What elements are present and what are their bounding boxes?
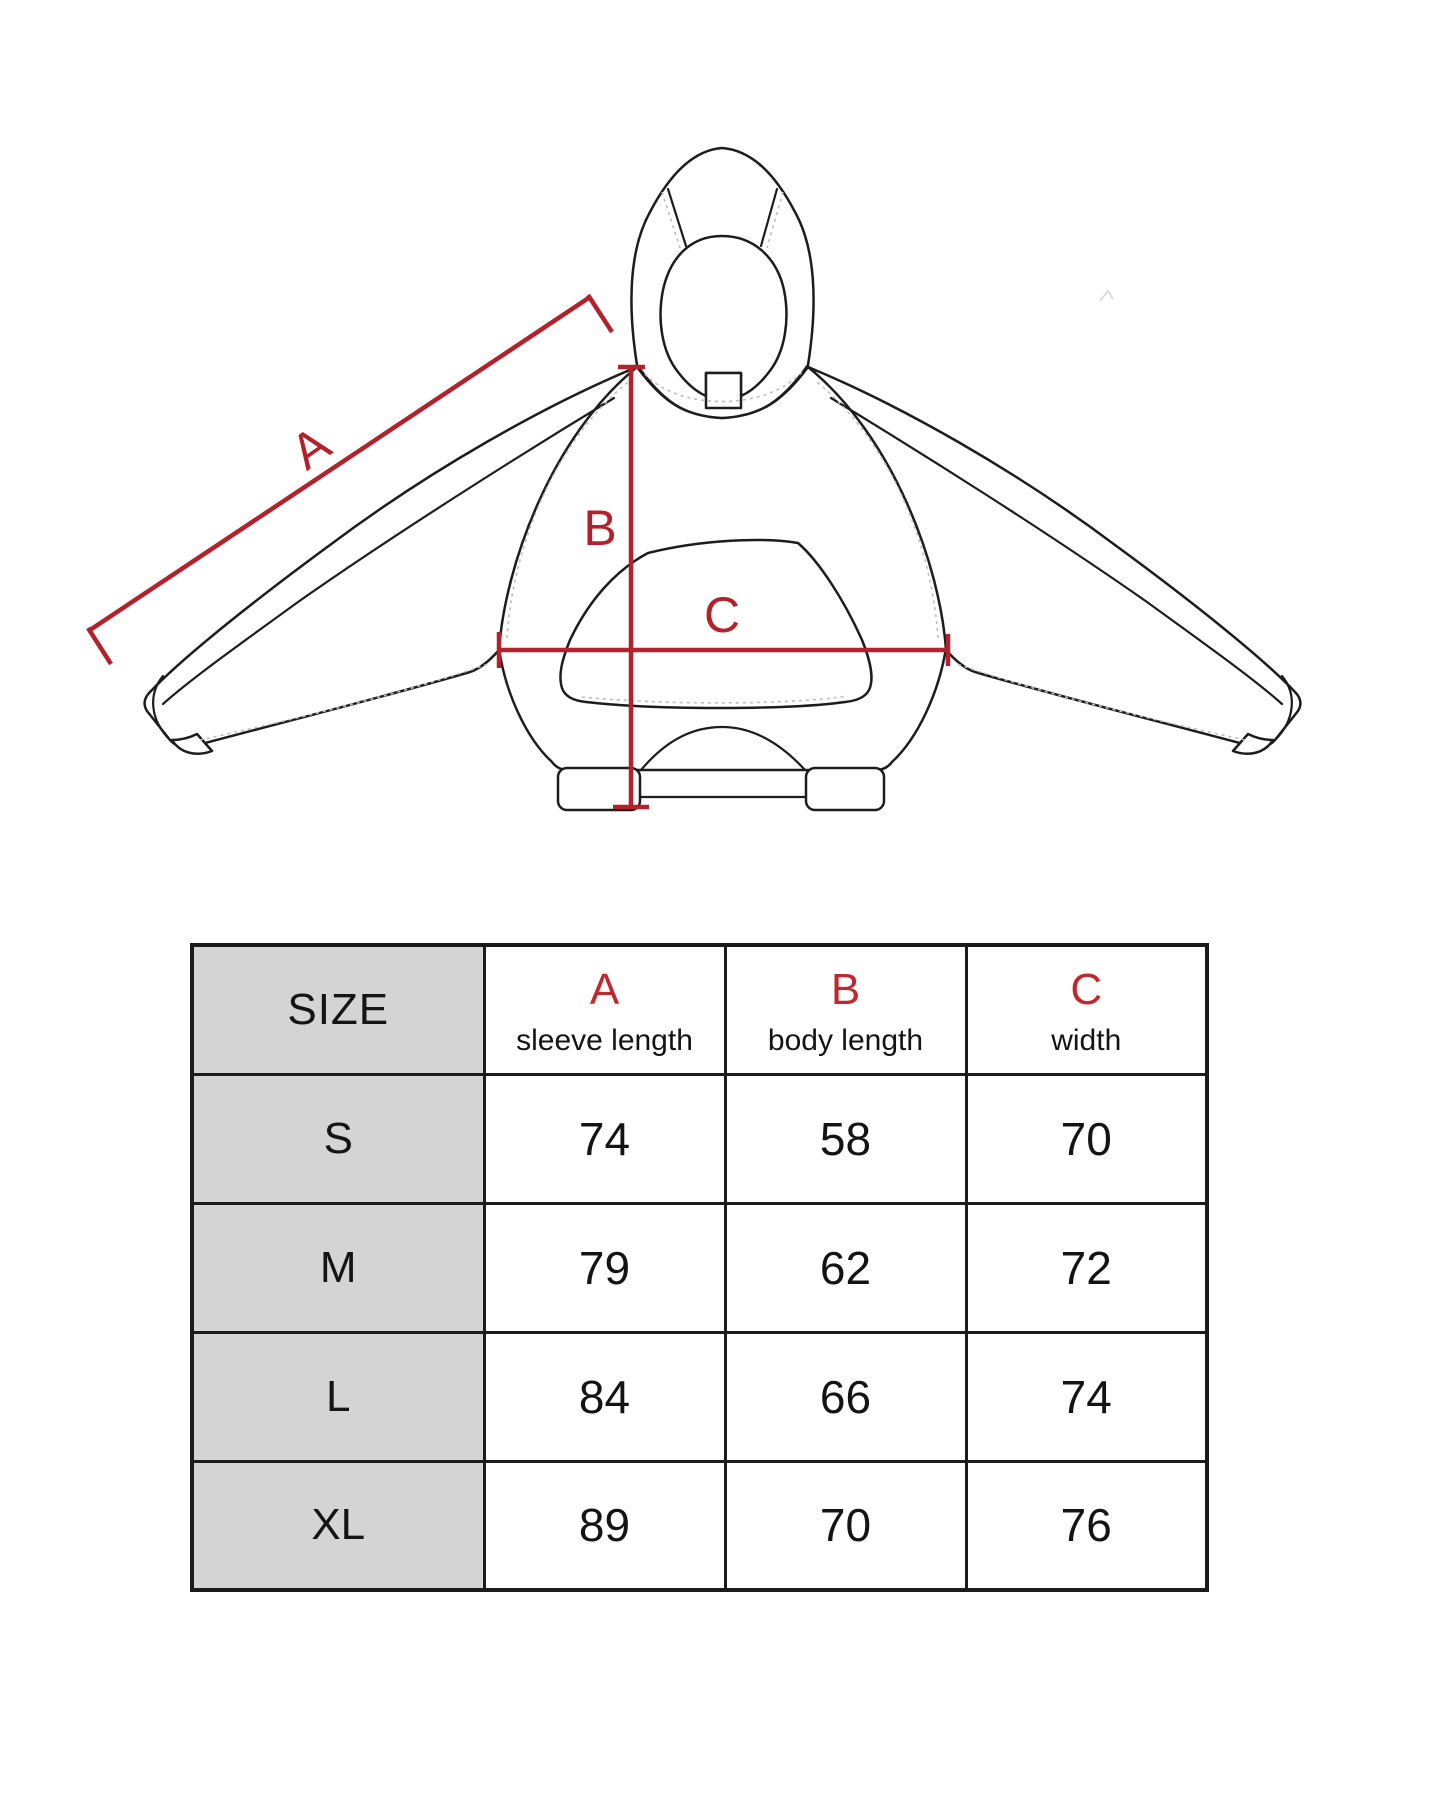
- measurement-cell: 62: [725, 1203, 966, 1332]
- table-header-row: [192, 945, 1207, 1074]
- column-letter-c: C: [1070, 964, 1103, 1014]
- size-header-cell: [192, 945, 484, 1074]
- measurement-label-a: A: [280, 415, 341, 481]
- column-letter-b: B: [830, 964, 861, 1014]
- hem-tab-right: [806, 768, 884, 810]
- column-header-b: [725, 945, 966, 1074]
- measurement-label-c: C: [703, 587, 741, 643]
- size-row-label: M: [192, 1203, 484, 1332]
- measurement-cell: 84: [484, 1332, 725, 1461]
- column-sublabel-a: sleeve length: [516, 1023, 693, 1057]
- size-row-label: XL: [192, 1461, 484, 1590]
- size-row-label: L: [192, 1332, 484, 1461]
- column-sublabel-c: width: [1051, 1023, 1122, 1057]
- hem-tab-left: [558, 768, 640, 810]
- table-row-s: [192, 1074, 1207, 1203]
- size-header-label: SIZE: [287, 984, 390, 1034]
- measurement-cell: 74: [484, 1074, 725, 1203]
- column-header-a: [484, 945, 725, 1074]
- measurement-cell: 70: [725, 1461, 966, 1590]
- scuff-mark: [1100, 291, 1113, 301]
- size-table: [190, 943, 1209, 1592]
- measurement-cell: 79: [484, 1203, 725, 1332]
- measurement-cell: 74: [966, 1332, 1207, 1461]
- measurement-tick-a-top: [588, 295, 612, 332]
- measurement-label-b: B: [583, 500, 617, 556]
- measurement-tick-a-bottom: [88, 628, 111, 664]
- measurement-cell: 70: [966, 1074, 1207, 1203]
- measurement-cell: 89: [484, 1461, 725, 1590]
- table-row-m: [192, 1203, 1207, 1332]
- column-header-c: [966, 945, 1207, 1074]
- column-letter-a: A: [589, 964, 620, 1014]
- measurement-cell: 58: [725, 1074, 966, 1203]
- hood-neck-placket: [706, 373, 741, 408]
- measurement-cell: 72: [966, 1203, 1207, 1332]
- measurement-cell: 66: [725, 1332, 966, 1461]
- table-row-l: [192, 1332, 1207, 1461]
- measurement-cell: 76: [966, 1461, 1207, 1590]
- column-sublabel-b: body length: [767, 1023, 924, 1057]
- table-row-xl: [192, 1461, 1207, 1590]
- size-row-label: S: [192, 1074, 484, 1203]
